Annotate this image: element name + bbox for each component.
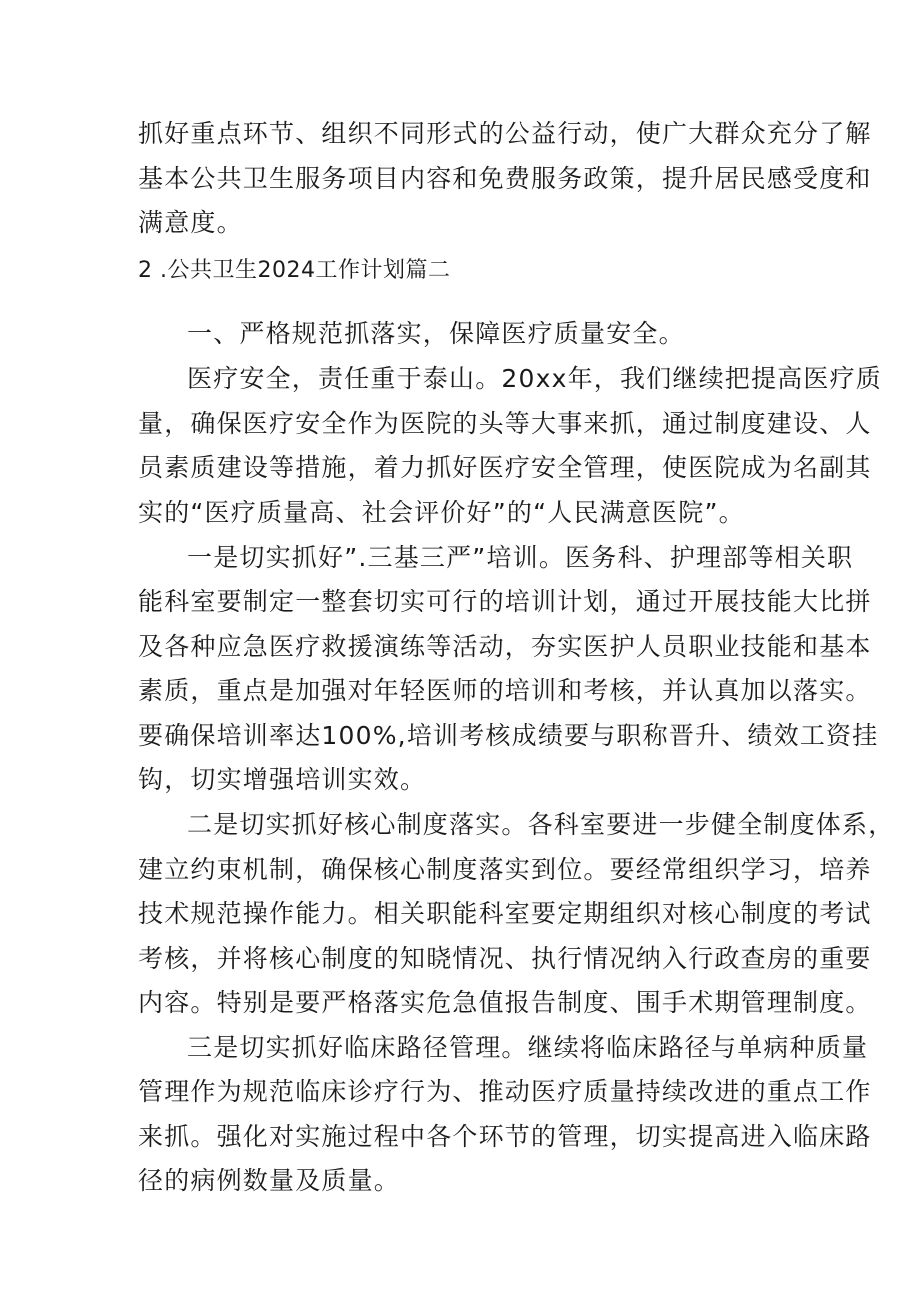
paragraph-line: 来抓。强化对实施过程中各个环节的管理，切实提高进入临床路	[138, 1122, 872, 1151]
paragraph-line: 要确保培训率达100%,培训考核成绩要与职称晋升、绩效工资挂	[138, 721, 879, 750]
paragraph-line: 管理作为规范临床诊疗行为、推动医疗质量持续改进的重点工作	[138, 1077, 872, 1106]
paragraph-line: 实的“医疗质量高、社会评价好”的“人民满意医院”。	[138, 498, 745, 527]
paragraph-line: 及各种应急医疗救援演练等活动，夯实医护人员职业技能和基本	[138, 632, 872, 661]
paragraph-line: 一是切实抓好”.三基三严”培训。医务科、护理部等相关职	[187, 543, 854, 572]
paragraph-line: 三是切实抓好临床路径管理。继续将临床路径与单病种质量	[187, 1033, 869, 1062]
intro-line: 满意度。	[138, 208, 243, 237]
paragraph-line: 能科室要制定一整套切实可行的培训计划，通过开展技能大比拼	[138, 587, 872, 616]
paragraph-line: 建立约束机制，确保核心制度落实到位。要经常组织学习，培养	[138, 855, 872, 884]
intro-line: 基本公共卫生服务项目内容和免费服务政策，提升居民感受度和	[138, 164, 872, 193]
paragraph-line: 素质，重点是加强对年轻医师的培训和考核，并认真加以落实。	[138, 676, 872, 705]
paragraph-line: 钩，切实增强培训实效。	[138, 765, 427, 794]
section-heading: 2 .公共卫生2024工作计划篇二	[138, 258, 451, 283]
paragraph-line: 员素质建设等措施，着力抓好医疗安全管理，使医院成为名副其	[138, 453, 872, 482]
intro-line: 抓好重点环节、组织不同形式的公益行动，使广大群众充分了解	[138, 119, 872, 148]
paragraph-line: 考核，并将核心制度的知晓情况、执行情况纳入行政查房的重要	[138, 944, 872, 973]
paragraph-line: 技术规范操作能力。相关职能科室要定期组织对核心制度的考试	[138, 899, 872, 928]
paragraph-line: 量，确保医疗安全作为医院的头等大事来抓，通过制度建设、人	[138, 409, 872, 438]
subheading: 一、严格规范抓落实，保障医疗质量安全。	[187, 319, 685, 348]
paragraph-line: 径的病例数量及质量。	[138, 1166, 401, 1195]
paragraph-line: 内容。特别是要严格落实危急值报告制度、围手术期管理制度。	[138, 988, 872, 1017]
paragraph-line: 二是切实抓好核心制度落实。各科室要进一步健全制度体系，	[187, 810, 895, 839]
paragraph-line: 医疗安全，责任重于泰山。20xx年，我们继续把提高医疗质	[187, 364, 883, 393]
